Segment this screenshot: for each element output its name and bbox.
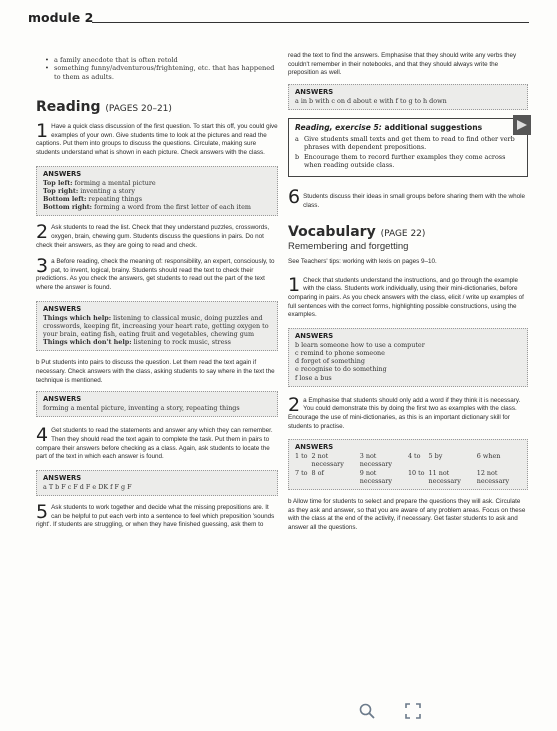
answers-box-5 bbox=[288, 84, 528, 110]
answer-value: repeating things bbox=[86, 195, 142, 203]
vocabulary-subtitle: Remembering and forgetting bbox=[288, 241, 409, 253]
exercise-5-continued: read the text to find the answers. Emphasise that they should write any verbs they couldn't remember in their notebooks, and that they should always write the preposition as well. bbox=[288, 52, 517, 77]
answer-cell: 4 to bbox=[407, 452, 421, 461]
answer-line: a in b with c on d about e with f to g to h down bbox=[295, 96, 447, 105]
answers-box-4 bbox=[36, 470, 278, 496]
exercise-text: Ask students to read the list. Check that they understand puzzles, crosswords, oxygen, brain, chewing gum. Students discuss the questions in pairs. Do not check their answers, as they are going to read and check. bbox=[36, 224, 270, 249]
exercise-text: a Before reading, check the meaning of: responsibility, an expert, consciously, to pat, to invent, logical, brainy. Students should read the text to check their predictions. As you check the answers, get students to read out the part of the text where the answer is found. bbox=[36, 258, 275, 291]
answers-box-3a bbox=[36, 301, 278, 352]
answers-heading: ANSWERS bbox=[295, 87, 334, 96]
answers-heading: ANSWERS bbox=[43, 169, 82, 178]
answers-heading: ANSWERS bbox=[43, 395, 82, 404]
answer-cell: 3 not necessary bbox=[359, 452, 393, 469]
bullet-item: • a family anecdote that is often retold bbox=[54, 56, 278, 64]
exercise-3 bbox=[36, 255, 278, 292]
reading-heading bbox=[36, 99, 278, 115]
exercise-number: 6 bbox=[288, 185, 301, 208]
answer-line bbox=[43, 187, 271, 195]
exercise-number: 2 bbox=[288, 393, 301, 416]
answer-cell: 11 not necessary bbox=[428, 468, 461, 485]
answer-line: e recognise to do something bbox=[295, 365, 387, 374]
answer-grid bbox=[295, 452, 521, 485]
suggestion-text: Encourage them to record further examples they come across when reading outside class. bbox=[304, 152, 506, 169]
answer-line: forming a mental picture, inventing a story, repeating things bbox=[43, 404, 240, 413]
answers-box-v1 bbox=[288, 328, 528, 387]
answers-heading: ANSWERS bbox=[295, 443, 334, 452]
answer-line: c remind to phone someone bbox=[295, 348, 385, 357]
suggestion-letter: a bbox=[295, 134, 299, 143]
vocabulary-pages: (PAGE 22) bbox=[380, 229, 426, 240]
answers-box-v2 bbox=[288, 439, 528, 490]
answer-line bbox=[43, 338, 271, 346]
bullet-list bbox=[36, 56, 278, 81]
teachers-tips-ref: See Teachers' tips: working with lexis on pages 9–10. bbox=[288, 258, 437, 266]
exercise-text: Students discuss their ideas in small groups before sharing them with the whole class. bbox=[303, 192, 526, 209]
suggestions-title-rest: additional suggestions bbox=[381, 122, 483, 132]
answers-box-1 bbox=[36, 166, 278, 217]
exercise-text: Check that students understand the instructions, and go through the example with the class. Students work individually, using their mini-dictionaries, before comparing in pairs. As you check answers with the class, elicit / write up examples of full sentences with the correct forms, highlighting possible constructions, using the examples. bbox=[288, 276, 524, 319]
vocabulary-title: Vocabulary bbox=[288, 224, 376, 241]
answers-heading: ANSWERS bbox=[43, 473, 82, 482]
suggestions-box bbox=[288, 118, 528, 177]
exercise-2 bbox=[36, 221, 278, 250]
exercise-number: 4 bbox=[36, 424, 49, 447]
answer-key: Bottom right: bbox=[43, 203, 93, 212]
answers-box-3b bbox=[36, 391, 278, 417]
exercise-number: 5 bbox=[36, 500, 49, 523]
left-column bbox=[36, 56, 278, 538]
answer-line bbox=[43, 203, 271, 211]
answer-line bbox=[43, 195, 271, 203]
answer-cell: 9 not necessary bbox=[359, 468, 393, 485]
fullscreen-icon[interactable] bbox=[403, 702, 423, 722]
answer-cell: 6 when bbox=[476, 452, 501, 461]
module-title: module 2 bbox=[28, 10, 94, 25]
exercise-number: 3 bbox=[36, 255, 49, 278]
answer-value: forming a mental picture bbox=[72, 178, 156, 187]
vocab-exercise-2b-text: b Allow time for students to select and prepare the questions they will ask. Circulate as they ask and answer, so that you are aware of any problem areas. Focus on these with the class at the end of the activity, if necessary. Get faster students to ask and answer all the questions. bbox=[288, 497, 526, 531]
exercise-5 bbox=[36, 500, 278, 530]
answer-key: Top right: bbox=[43, 186, 79, 195]
exercise-number: 1 bbox=[288, 273, 301, 296]
exercise-1 bbox=[36, 120, 278, 157]
answer-cell: 7 to bbox=[295, 468, 308, 477]
answer-value: listening to rock music, stress bbox=[131, 338, 231, 347]
exercise-4 bbox=[36, 424, 278, 461]
answer-value: forming a word from the first letter of each item bbox=[92, 203, 251, 212]
answer-value: inventing a story bbox=[78, 186, 135, 195]
reading-title: Reading bbox=[36, 99, 101, 116]
answer-key: Top left: bbox=[43, 178, 73, 187]
header-rule bbox=[92, 22, 529, 23]
suggestions-title-em: Reading, exercise 5: bbox=[295, 122, 382, 132]
answer-key: Things which help: bbox=[43, 313, 112, 322]
suggestion-item bbox=[295, 135, 521, 151]
answer-line: f lose a bus bbox=[295, 373, 332, 382]
zoom-in-icon[interactable] bbox=[357, 702, 377, 722]
exercise-6 bbox=[288, 185, 528, 210]
page-header bbox=[28, 10, 529, 32]
answers-heading: ANSWERS bbox=[43, 304, 82, 313]
exercise-number: 1 bbox=[36, 120, 49, 143]
exercise-text: Get students to read the statements and answer any which they can remember. Then they should read the text again to complete the task. Put them in pairs to compare their answers before checking as a class. Again, ask students to locate the part of the text in which each answer is found. bbox=[36, 427, 273, 461]
answer-line: a T b F c F d F e DK f F g F bbox=[43, 482, 132, 491]
answer-line bbox=[43, 314, 271, 339]
vocab-exercise-1 bbox=[288, 273, 528, 320]
viewer-controls bbox=[290, 700, 490, 724]
exercise-text: Ask students to work together and decide what the missing prepositions are. It can be helpful to put each verb into a sentence to feel which preposition 'sounds right'. If students are struggling, or when they have finished guessing, ask them to bbox=[36, 503, 275, 529]
answer-cell: 8 of bbox=[311, 468, 324, 477]
answer-line: d forget of something bbox=[295, 357, 366, 366]
exercise-number: 2 bbox=[36, 221, 49, 244]
answer-cell: 12 not necessary bbox=[476, 468, 510, 485]
vocabulary-heading bbox=[288, 224, 528, 240]
suggestion-item bbox=[295, 153, 521, 169]
reading-pages: (PAGES 20–21) bbox=[105, 104, 172, 115]
suggestion-letter: b bbox=[295, 152, 300, 161]
answers-heading: ANSWERS bbox=[295, 331, 334, 340]
suggestions-title bbox=[295, 123, 521, 132]
right-column bbox=[288, 52, 528, 532]
answer-key: Bottom left: bbox=[43, 195, 87, 203]
answer-cell: 5 by bbox=[428, 452, 443, 461]
answer-cell: 1 to bbox=[295, 452, 308, 461]
answer-line: b learn someone how to use a computer bbox=[295, 340, 425, 349]
answer-key: Things which don't help: bbox=[43, 338, 132, 347]
vocab-exercise-2 bbox=[288, 393, 528, 431]
exercise-text: Have a quick class discussion of the first question. To start this off, you could give examples of your own. Give students time to look at the pictures and read the captions. Put them into groups to discuss the questions. Circulate, making sure students understand what is shown in each picture. Check answers with the class. bbox=[36, 123, 278, 156]
exercise-text: a Emphasise that students should only add a word if they think it is necessary. You could demonstrate this by doing the first two as examples with the class. Encourage the use of mini-dictionaries, as this is an important dictionary skill for students to practise. bbox=[288, 396, 521, 430]
suggestion-text: Give students small texts and get them to read to find other verb phrases with dependent prepositions. bbox=[304, 134, 515, 151]
answer-cell: 2 not necessary bbox=[311, 452, 344, 469]
answer-value: listening to classical music, doing puzzles and crosswords, keeping fit, increasing your heart rate, getting oxygen to your brain, eating fish, eating fruit and vegetables, chewing gum bbox=[43, 313, 269, 338]
exercise-3b-text: b Put students into pairs to discuss the question. Let them read the text again if necessary. Check answers with the class, asking students to say where in the text the technique is mentioned. bbox=[36, 359, 275, 384]
corner-arrow-icon bbox=[511, 113, 533, 137]
answer-cell: 10 to bbox=[407, 468, 425, 477]
answer-line bbox=[43, 179, 271, 187]
bullet-item: • something funny/adventurous/frightening, etc. that has happened to them as adults. bbox=[54, 64, 278, 81]
